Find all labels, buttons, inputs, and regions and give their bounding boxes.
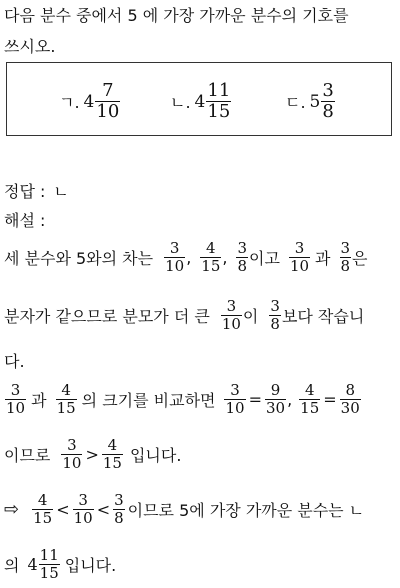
answer-value: ㄴ [53,182,69,201]
denominator: 15 [201,257,221,275]
choice-c-fraction [321,81,334,122]
numerator: 3 [340,239,351,257]
denominator: 15 [39,564,59,582]
text: 세 분수와 5와의 차는 [4,249,154,268]
denominator: 10 [6,399,26,417]
choice-b-label: ㄴ. [170,93,191,112]
numerator: 3 [67,436,77,454]
numerator: 7 [102,80,114,101]
explanation-line-7 [4,547,116,582]
choice-c [285,81,336,122]
numerator: 3 [322,80,334,101]
text: 이므로 [4,446,51,465]
explanation-line-2 [4,298,364,333]
fraction-11-15 [39,547,60,582]
text: 의 크기를 비교하면 [81,391,216,410]
fraction-3-8 [113,492,125,527]
equals-sign: = [248,390,262,409]
denominator: 15 [207,101,231,122]
denominator: 8 [237,257,248,275]
less-than-sign: < [96,500,111,519]
question-line-1: 다음 분수 중에서 5 에 가장 가까운 분수의 기호를 [4,6,349,25]
choice-a-label: ㄱ. [59,93,80,112]
greater-than-sign: > [85,445,99,464]
question-line-2: 쓰시오. [4,37,56,56]
answer-prefix: 정답 : [4,182,46,201]
denominator: 8 [322,101,334,122]
choice-a [59,81,121,122]
numerator: 3 [294,239,305,257]
numerator: 4 [61,381,71,399]
explanation-line-6 [4,492,364,527]
choice-b-whole: 4 [194,91,206,112]
text: 보다 작습니 [281,307,365,326]
less-than-sign: < [56,500,70,519]
fraction-4-15 [200,240,221,275]
text: 이고 [249,249,280,268]
fraction-4-15 [32,492,53,527]
fraction-3-10 [61,437,82,472]
denominator: 10 [225,399,245,417]
numerator: 4 [107,436,118,454]
denominator: 15 [102,454,122,472]
numerator: 9 [270,381,281,399]
fraction-9-30 [265,382,286,417]
denominator: 10 [73,509,93,527]
choice-a-fraction [95,81,120,122]
fraction-3-10 [224,382,245,417]
denominator: 10 [96,101,120,122]
numerator: 3 [270,297,280,315]
numerator: 8 [345,381,355,399]
fraction-3-8 [236,240,248,275]
denominator: 30 [265,399,286,417]
fraction-4-15 [102,437,123,472]
text: 입니다. [64,556,117,575]
explanation-line-3: 다. [4,352,25,371]
denominator: 10 [165,257,185,275]
fraction-3-8 [340,240,352,275]
fraction-4-15 [299,382,320,417]
fraction-8-30 [340,382,361,417]
text: 입니다. [129,446,182,465]
numerator: 4 [37,491,48,509]
numerator: 3 [114,491,124,509]
numerator: 3 [78,491,88,509]
choice-b-fraction [206,81,231,122]
choice-c-whole: 5 [309,91,321,112]
denominator: 30 [340,399,360,417]
fraction-3-10 [164,240,185,275]
numerator: 11 [39,546,59,564]
choice-c-label: ㄷ. [285,93,306,112]
comma: , [222,248,228,267]
text: 과 [31,391,47,410]
denominator: 8 [114,509,124,527]
fraction-4-15 [56,382,77,417]
comma: , [287,390,293,409]
numerator: 3 [10,381,21,399]
text: 이 [242,307,259,326]
choice-b [170,81,232,122]
text: 이므로 5에 가장 가까운 분수는 ㄴ [127,501,365,520]
fraction-3-10 [73,492,94,527]
choice-a-whole: 4 [83,91,95,112]
numerator: 11 [207,80,231,101]
numerator: 4 [304,381,315,399]
whole-number: 4 [27,555,38,574]
denominator: 10 [62,454,82,472]
choices-box [6,62,392,136]
text: 분자가 같으므로 분모가 더 큰 [4,307,210,326]
denominator: 15 [300,399,320,417]
answer-line [4,179,69,202]
explanation-line-4 [4,382,362,417]
numerator: 3 [169,239,180,257]
fraction-3-10 [289,240,310,275]
explanation-heading: 해설 : [4,211,46,230]
equals-sign: = [323,390,337,409]
denominator: 15 [33,509,53,527]
numerator: 4 [206,239,216,257]
denominator: 8 [270,315,280,333]
text: 과 [315,249,331,268]
fraction-3-10 [5,382,26,417]
explanation-line-1 [4,240,368,275]
comma: , [186,248,192,267]
arrow-icon: ⇨ [4,499,20,520]
denominator: 10 [221,315,241,333]
denominator: 15 [56,399,76,417]
text: 은 [352,249,368,268]
denominator: 10 [289,257,310,275]
numerator: 3 [226,297,237,315]
text: 의 [4,556,20,575]
numerator: 3 [230,381,240,399]
numerator: 3 [237,239,248,257]
fraction-3-8 [269,298,281,333]
explanation-line-5 [4,437,181,472]
denominator: 8 [340,257,351,275]
fraction-3-10 [221,298,242,333]
